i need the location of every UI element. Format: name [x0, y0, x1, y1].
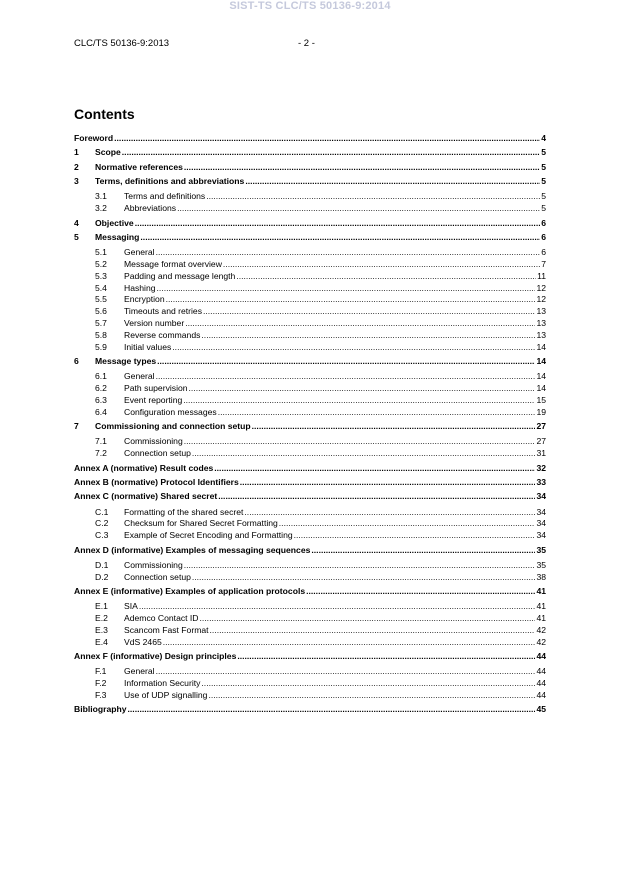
dot-leader — [208, 690, 535, 702]
toc-entry-number: 3.1 — [95, 191, 107, 202]
toc-entry[interactable] — [74, 448, 546, 460]
toc-entry-number: 5.5 — [95, 294, 107, 305]
toc-entry-title: Terms, definitions and abbreviations — [95, 176, 245, 187]
dot-leader — [166, 294, 536, 306]
toc-entry[interactable] — [74, 518, 546, 530]
toc-entry[interactable] — [74, 491, 546, 503]
dot-leader — [139, 601, 536, 613]
toc-entry-number: E.2 — [95, 612, 108, 623]
toc-entry-number: 6.1 — [95, 371, 107, 382]
toc-entry-number: 1 — [74, 147, 79, 158]
toc-entry-page: 31 — [536, 448, 546, 459]
toc-entry-title: Example of Secret Encoding and Formatting — [124, 530, 293, 541]
toc-entry-page: 6 — [541, 232, 546, 243]
dot-leader — [135, 218, 541, 230]
toc-entry[interactable] — [74, 572, 546, 584]
toc-entry[interactable] — [74, 651, 546, 663]
toc-entry-title: Information Security — [124, 677, 201, 688]
toc-entry-page: 27 — [536, 436, 546, 447]
dot-leader — [192, 448, 536, 460]
toc-entry[interactable] — [74, 176, 546, 188]
toc-entry-number: 5 — [74, 232, 79, 243]
toc-entry-title: Annex E (informative) Examples of application protocols — [74, 585, 306, 596]
toc-entry-title: Scope — [95, 147, 121, 158]
toc-entry[interactable] — [74, 586, 546, 598]
toc-entry-page: 13 — [536, 330, 546, 340]
toc-entry-page: 32 — [536, 462, 546, 473]
dot-leader — [244, 507, 535, 519]
toc-entry-title: Encryption — [124, 294, 165, 305]
toc-entry-number: 2 — [74, 161, 79, 172]
dot-leader — [156, 666, 536, 678]
dot-leader — [237, 651, 535, 663]
toc-entry[interactable] — [74, 203, 546, 215]
toc-entry[interactable] — [74, 247, 546, 259]
table-of-contents — [74, 133, 546, 716]
toc-entry-number: E.1 — [95, 600, 108, 611]
toc-entry-number: F.3 — [95, 689, 107, 700]
toc-entry-number: F.2 — [95, 677, 107, 688]
toc-entry[interactable] — [74, 704, 546, 716]
toc-entry-title: Annex F (informative) Design principles — [74, 650, 237, 661]
toc-entry-title: Bibliography — [74, 704, 127, 715]
toc-entry-title: Connection setup — [124, 448, 191, 459]
dot-leader — [214, 463, 535, 475]
toc-entry-title: Connection setup — [124, 571, 191, 582]
toc-entry-title: Initial values — [124, 341, 172, 352]
toc-entry-page: 14 — [536, 371, 546, 382]
toc-entry-page: 34 — [536, 491, 546, 502]
dot-leader — [192, 572, 536, 584]
toc-entry-title: Hashing — [124, 282, 156, 293]
toc-entry-title: Use of UDP signalling — [124, 689, 208, 700]
toc-entry-page: 42 — [536, 624, 546, 635]
toc-entry-number: 5.2 — [95, 258, 107, 269]
toc-entry[interactable] — [74, 560, 546, 572]
toc-entry-page: 44 — [536, 650, 546, 661]
toc-entry-page: 5 — [541, 191, 546, 202]
toc-entry-title: Annex B (normative) Protocol Identifiers — [74, 477, 239, 488]
toc-entry-number: 5.8 — [95, 330, 107, 340]
toc-entry[interactable] — [74, 271, 546, 283]
dot-leader — [122, 147, 540, 159]
toc-entry[interactable] — [74, 356, 546, 368]
toc-entry-page: 11 — [537, 270, 546, 281]
toc-entry-title: Terms and definitions — [124, 191, 206, 202]
toc-entry-number: 7.1 — [95, 436, 107, 447]
toc-entry-title: General — [124, 665, 155, 676]
toc-entry-page: 6 — [541, 247, 546, 258]
toc-entry-number: F.1 — [95, 665, 107, 676]
toc-entry-page: 33 — [536, 477, 546, 488]
toc-entry-page: 5 — [541, 176, 546, 187]
dot-leader — [140, 232, 540, 244]
dot-leader — [252, 421, 536, 433]
toc-entry[interactable] — [74, 306, 546, 318]
toc-entry-title: Annex C (normative) Shared secret — [74, 491, 218, 502]
toc-entry-page: 12 — [536, 282, 546, 293]
toc-entry-title: Formatting of the shared secret — [124, 506, 244, 517]
toc-entry-page: 41 — [536, 585, 546, 596]
toc-entry-page: 12 — [536, 294, 546, 305]
toc-entry[interactable] — [74, 545, 546, 557]
toc-entry-title: General — [124, 371, 155, 382]
dot-leader — [128, 704, 536, 716]
toc-entry-page: 41 — [536, 600, 546, 611]
toc-entry-page: 15 — [536, 395, 546, 405]
toc-entry-title: Messaging — [95, 232, 140, 243]
toc-entry[interactable] — [74, 330, 546, 342]
toc-entry-page: 42 — [536, 636, 546, 647]
toc-entry-title: Message types — [95, 356, 157, 367]
toc-entry-page: 27 — [536, 421, 546, 432]
toc-entry-page: 14 — [536, 356, 546, 367]
toc-entry-number: 6 — [74, 356, 79, 367]
toc-entry[interactable] — [74, 294, 546, 306]
toc-entry[interactable] — [74, 147, 546, 159]
dot-leader — [206, 191, 540, 203]
toc-entry-number: 5.1 — [95, 247, 107, 258]
dot-leader — [200, 613, 536, 625]
dot-leader — [311, 545, 535, 557]
dot-leader — [201, 330, 535, 342]
toc-entry-page: 35 — [536, 544, 546, 555]
toc-entry-title: SIA — [124, 600, 138, 611]
toc-entry-number: E.3 — [95, 624, 108, 635]
toc-entry-title: General — [124, 247, 155, 258]
toc-entry-title: VdS 2465 — [124, 636, 162, 647]
toc-entry[interactable] — [74, 507, 546, 519]
toc-entry[interactable] — [74, 133, 546, 145]
toc-entry[interactable] — [74, 383, 546, 395]
toc-entry-page: 14 — [536, 383, 546, 394]
dot-leader — [114, 133, 540, 145]
dot-leader — [184, 162, 540, 174]
watermark: SIST-TS CLC/TS 50136-9:2014 — [229, 0, 391, 12]
toc-entry[interactable] — [74, 283, 546, 295]
toc-entry-number: 6.4 — [95, 406, 107, 417]
toc-entry-title: Version number — [124, 318, 185, 329]
toc-entry[interactable] — [74, 259, 546, 271]
dot-leader — [157, 356, 535, 368]
dot-leader — [306, 586, 535, 598]
toc-entry[interactable] — [74, 613, 546, 625]
toc-entry-page: 13 — [536, 318, 546, 329]
toc-entry[interactable] — [74, 421, 546, 433]
toc-entry-title: Timeouts and retries — [124, 306, 203, 317]
page-title: Contents — [74, 106, 135, 122]
toc-entry-number: C.1 — [95, 506, 109, 517]
dot-leader — [245, 176, 540, 188]
dot-leader — [177, 203, 540, 215]
toc-entry-number: 5.6 — [95, 306, 107, 317]
toc-entry-page: 14 — [536, 341, 546, 352]
toc-entry-number: 5.4 — [95, 282, 107, 293]
toc-entry-page: 34 — [536, 530, 546, 541]
toc-entry-number: 4 — [74, 217, 79, 228]
toc-entry[interactable] — [74, 232, 546, 244]
toc-entry[interactable] — [74, 477, 546, 489]
toc-entry-number: 7 — [74, 421, 79, 432]
toc-entry[interactable] — [74, 162, 546, 174]
toc-entry[interactable] — [74, 436, 546, 448]
dot-leader — [240, 477, 536, 489]
dot-leader — [218, 491, 535, 503]
toc-entry-number: 3.2 — [95, 203, 107, 214]
dot-leader — [218, 407, 536, 419]
toc-entry-page: 44 — [536, 689, 546, 700]
toc-entry[interactable] — [74, 395, 546, 407]
toc-entry[interactable] — [74, 625, 546, 637]
dot-leader — [279, 518, 536, 530]
toc-entry-title: Event reporting — [124, 395, 183, 405]
toc-entry-page: 41 — [536, 612, 546, 623]
dot-leader — [236, 271, 536, 283]
toc-entry-title: Reverse commands — [124, 330, 201, 340]
toc-entry-title: Scancom Fast Format — [124, 624, 209, 635]
toc-entry-title: Padding and message length — [124, 270, 236, 281]
dot-leader — [201, 678, 535, 690]
toc-entry-page: 13 — [536, 306, 546, 317]
toc-entry[interactable] — [74, 678, 546, 690]
toc-entry-number: E.4 — [95, 636, 108, 647]
toc-entry-page: 44 — [536, 677, 546, 688]
toc-entry-title: Annex D (informative) Examples of messaging sequences — [74, 544, 311, 555]
toc-entry-title: Ademco Contact ID — [124, 612, 199, 623]
toc-entry-title: Configuration messages — [124, 406, 217, 417]
dot-leader — [185, 318, 535, 330]
toc-entry-title: Objective — [95, 217, 134, 228]
toc-entry-number: 7.2 — [95, 448, 107, 459]
toc-entry-page: 5 — [541, 161, 546, 172]
toc-entry-number: 5.7 — [95, 318, 107, 329]
document-id: CLC/TS 50136-9:2013 — [74, 38, 170, 49]
toc-entry[interactable] — [74, 342, 546, 354]
dot-leader — [210, 625, 536, 637]
toc-entry-title: Normative references — [95, 161, 183, 172]
toc-entry-number: 6.3 — [95, 395, 107, 405]
toc-entry-number: 5.3 — [95, 270, 107, 281]
toc-entry[interactable] — [74, 318, 546, 330]
toc-entry-page: 7 — [541, 258, 546, 269]
toc-entry-page: 4 — [541, 133, 546, 143]
toc-entry-number: D.2 — [95, 571, 109, 582]
toc-entry-page: 35 — [536, 559, 546, 570]
toc-entry-title: Checksum for Shared Secret Formatting — [124, 518, 278, 529]
toc-entry-title: Commissioning and connection setup — [95, 421, 251, 432]
dot-leader — [184, 560, 536, 572]
toc-entry[interactable] — [74, 218, 546, 230]
toc-entry[interactable] — [74, 191, 546, 203]
toc-entry-title: Foreword — [74, 133, 114, 143]
dot-leader — [156, 371, 536, 383]
toc-entry-number: 5.9 — [95, 341, 107, 352]
dot-leader — [163, 637, 536, 649]
dot-leader — [172, 342, 535, 354]
toc-entry[interactable] — [74, 371, 546, 383]
toc-entry-page: 34 — [536, 518, 546, 529]
dot-leader — [223, 259, 540, 271]
toc-entry-number: C.2 — [95, 518, 109, 529]
toc-entry[interactable] — [74, 690, 546, 702]
dot-leader — [157, 283, 536, 295]
toc-entry-title: Abbreviations — [124, 203, 177, 214]
toc-entry-title: Commissioning — [124, 559, 183, 570]
toc-entry-page: 34 — [536, 506, 546, 517]
toc-entry-number: 3 — [74, 176, 79, 187]
toc-entry-page: 19 — [536, 406, 546, 417]
dot-leader — [203, 306, 535, 318]
toc-entry-page: 38 — [536, 571, 546, 582]
toc-entry-number: C.3 — [95, 530, 109, 541]
toc-entry-number: D.1 — [95, 559, 109, 570]
toc-entry-title: Commissioning — [124, 436, 183, 447]
toc-entry[interactable] — [74, 637, 546, 649]
dot-leader — [189, 383, 536, 395]
toc-entry-number: 6.2 — [95, 383, 107, 394]
dot-leader — [183, 395, 535, 407]
toc-entry[interactable] — [74, 463, 546, 475]
dot-leader — [156, 247, 541, 259]
toc-entry[interactable] — [74, 407, 546, 419]
toc-entry-page: 6 — [541, 217, 546, 228]
toc-entry-title: Message format overview — [124, 258, 222, 269]
toc-entry-title: Path supervision — [124, 383, 188, 394]
toc-entry-page: 45 — [536, 704, 546, 715]
dot-leader — [184, 436, 536, 448]
toc-entry-page: 44 — [536, 665, 546, 676]
toc-entry-page: 5 — [541, 147, 546, 158]
toc-entry[interactable] — [74, 601, 546, 613]
toc-entry-page: 5 — [541, 203, 546, 214]
toc-entry[interactable] — [74, 666, 546, 678]
dot-leader — [294, 530, 536, 542]
toc-entry-title: Annex A (normative) Result codes — [74, 462, 214, 473]
page-number: - 2 - — [298, 38, 315, 49]
toc-entry[interactable] — [74, 530, 546, 542]
